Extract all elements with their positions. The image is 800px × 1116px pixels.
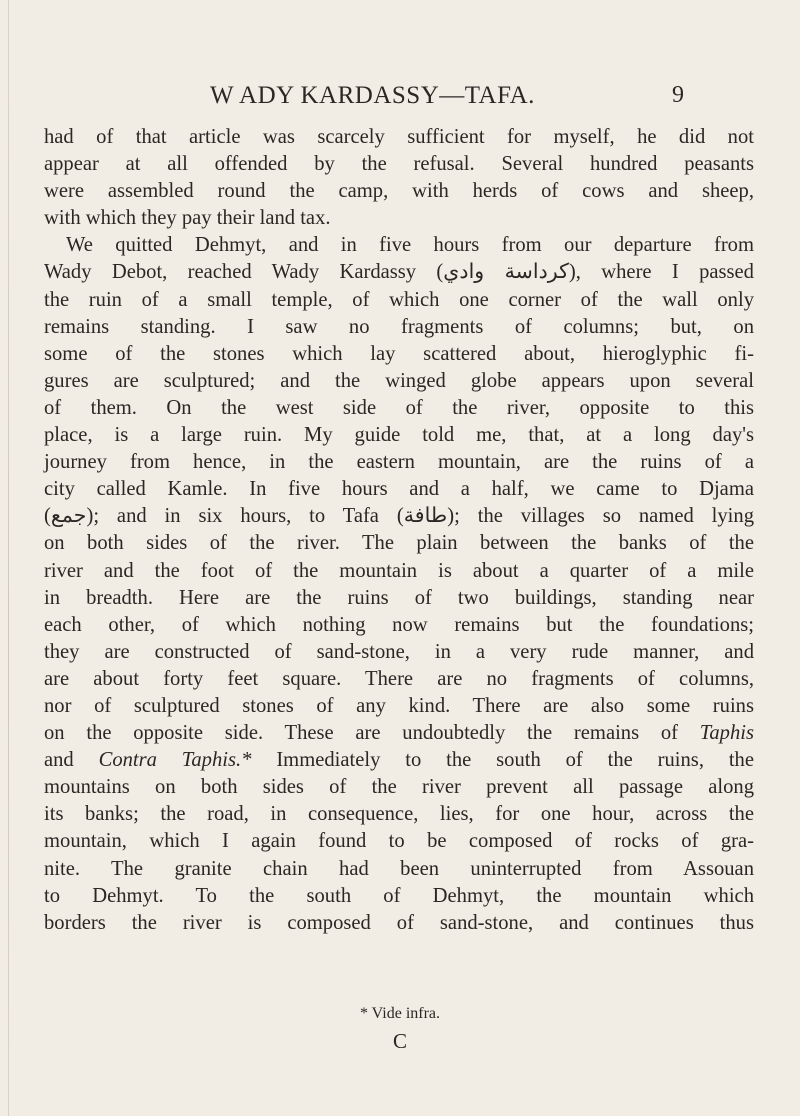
italic-contra-taphis: Contra Taphis. [98,749,242,772]
text-segment: on the opposite side. These are undoubtedly the remains of [44,722,679,745]
body-text [44,124,754,937]
text-line [44,747,754,774]
text-line: appear at all offended by the refusal. Several hundred peasants [44,153,754,176]
text-line: remains standing. I saw no fragments of columns; but, on [44,315,754,338]
text-line: were assembled round the camp, with herds of cows and sheep, [44,180,754,203]
text-line: Wady Debot, reached Wady Kardassy (كرداسة وادي), where I passed [44,261,754,284]
text-segment: Immediately to the south of the ruins, the [276,749,754,772]
footnote-marker: * [241,749,252,772]
signature-mark: C [392,1029,407,1053]
text-line: had of that article was scarcely sufficient for myself, he did not [44,126,754,148]
italic-taphis: Taphis [699,722,754,745]
text-line: place, is a large ruin. My guide told me, that, at a long day's [44,424,754,447]
text-line: with which they pay their land tax. [44,207,331,230]
text-line: gures are sculptured; and the winged globe appears upon several [44,369,754,392]
text-line: the ruin of a small temple, of which one corner of the wall only [44,288,754,311]
page-header [0,82,800,112]
text-line: they are constructed of sand-stone, in a very rude manner, and [44,640,754,663]
text-line: We quitted Dehmyt, and in five hours from our departure from [66,234,754,257]
text-line: some of the stones which lay scattered about, hieroglyphic fi- [44,342,754,365]
text-line: borders the river is composed of sand-stone, and continues thus [44,911,754,934]
footnote: * Vide infra. [359,1005,441,1022]
running-head: W ADY KARDASSY—TAFA. [210,82,535,109]
text-segment: and [44,749,74,772]
page-number: 9 [672,82,684,108]
page-edge [8,0,9,1116]
text-line: river and the foot of the mountain is about a quarter of a mile [44,559,754,582]
text-line: mountains on both sides of the river prevent all passage along [44,776,754,799]
text-line: are about forty feet square. There are no fragments of columns, [44,667,754,690]
text-line: on both sides of the river. The plain between the banks of the [44,532,754,555]
text-line: mountain, which I again found to be composed of rocks of gra- [44,830,754,853]
text-line: of them. On the west side of the river, opposite to this [44,396,754,419]
text-line: each other, of which nothing now remains but the foundations; [44,613,754,636]
text-line: in breadth. Here are the ruins of two buildings, standing near [44,586,754,609]
text-line: (جمع); and in six hours, to Tafa (طافة); the villages so named lying [44,505,754,528]
text-line: its banks; the road, in consequence, lies, for one hour, across the [44,803,754,826]
text-line: journey from hence, in the eastern mountain, are the ruins of a [44,451,754,474]
text-line [44,720,754,747]
text-line: to Dehmyt. To the south of Dehmyt, the mountain which [44,884,754,907]
text-line: city called Kamle. In five hours and a half, we came to Djama [44,478,754,501]
text-line: nor of sculptured stones of any kind. There are also some ruins [44,694,754,717]
text-line: nite. The granite chain had been uninterrupted from Assouan [44,857,754,880]
